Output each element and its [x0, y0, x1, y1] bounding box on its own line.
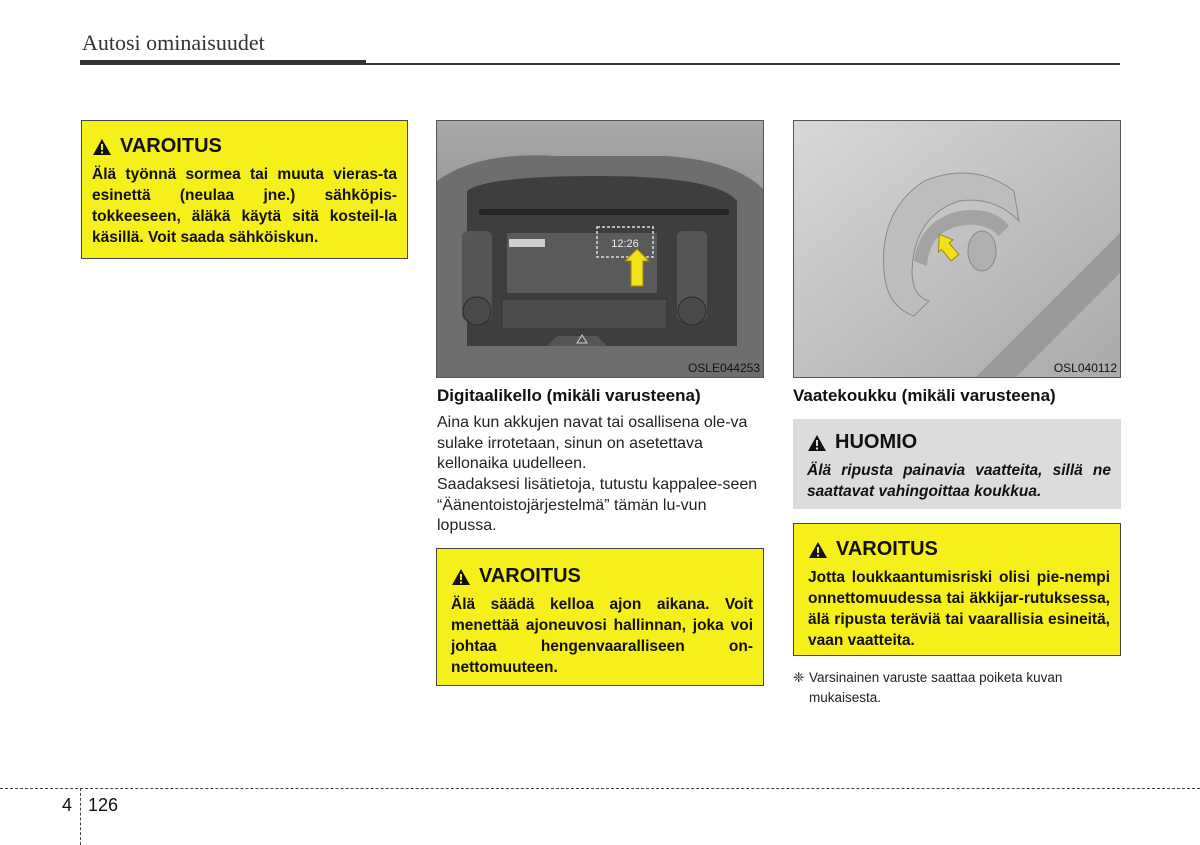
hook-photo — [793, 120, 1121, 378]
chapter-number: 4 — [62, 795, 73, 815]
warning-title: VAROITUS — [836, 538, 938, 560]
notice-title: HUOMIO — [835, 431, 918, 453]
clock-photo — [436, 120, 764, 378]
clock-caption: Digitaalikello (mikäli varusteena) — [437, 386, 701, 405]
warning-title: VAROITUS — [120, 135, 222, 157]
warning-triangle-icon — [808, 541, 828, 559]
dashboard-radio-illustration — [437, 121, 764, 378]
page-number: 126 — [88, 795, 119, 815]
footnote-text: Varsinainen varuste saattaa poiketa kuvan mukaisesta. — [809, 670, 1063, 705]
warning-box-title-row — [92, 135, 397, 158]
notice-text: Älä ripusta painavia vaatteita, sillä ne saattavat vahingoittaa koukkua. — [807, 462, 1111, 500]
warning-title: VAROITUS — [479, 565, 581, 587]
header-rule — [80, 60, 366, 65]
hook-caption: Vaatekoukku (mikäli varusteena) — [793, 386, 1056, 405]
warning-box-title-row — [808, 538, 1110, 561]
warning-text: Älä säädä kelloa ajon aikana. Voit menettää ajoneuvosi hallinnan, joka voi johtaa hengenvaaralliseen on-nettomuuteen. — [451, 596, 753, 676]
notice-box-hook — [793, 419, 1121, 509]
footer-rule — [0, 788, 1200, 789]
warning-box-electric — [81, 120, 408, 259]
warning-triangle-icon — [451, 568, 471, 586]
footnote-symbol: ❈ — [793, 670, 805, 685]
footnote — [793, 668, 1123, 708]
warning-triangle-icon — [92, 138, 112, 156]
warning-box-title-row — [451, 565, 753, 588]
clock-paragraph-2: Saadaksesi lisätietoja, tutustu kappalee-seen “Äänentoistojärjestelmä” tämän lu-vun lopussa. — [437, 476, 758, 534]
warning-text: Älä työnnä sormea tai muuta vieras-ta esinettä (neulaa jne.) sähköpis-tokkeeseen, äläkä käytä sitä kosteil-la käsillä. Voit saada sähköiskun. — [92, 166, 397, 246]
page-header-title: Autosi ominaisuudet — [82, 30, 265, 55]
coat-hook-illustration — [794, 121, 1121, 378]
header-rule-thin — [366, 63, 1120, 65]
warning-triangle-icon — [807, 434, 827, 452]
warning-text: Jotta loukkaantumisriski olisi pie-nempi onnettomuudessa tai äkkijar-rutuksessa, älä ripusta teräviä tai vaarallisia esineitä, vaan vaatteita. — [808, 569, 1110, 649]
clock-paragraph-1: Aina kun akkujen navat tai osallisena ole-va sulake irrotetaan, sinun on asetettava kellonaika uudelleen. — [437, 414, 748, 472]
notice-box-title-row — [807, 431, 1111, 454]
warning-box-hook — [793, 523, 1121, 656]
clock-display-text: 12:26 — [611, 238, 639, 250]
footer-divider — [80, 788, 81, 845]
photo-code-clock: OSLE044253 — [687, 361, 760, 375]
photo-code-hook: OSL040112 — [1053, 361, 1117, 375]
warning-box-clock — [436, 548, 764, 686]
